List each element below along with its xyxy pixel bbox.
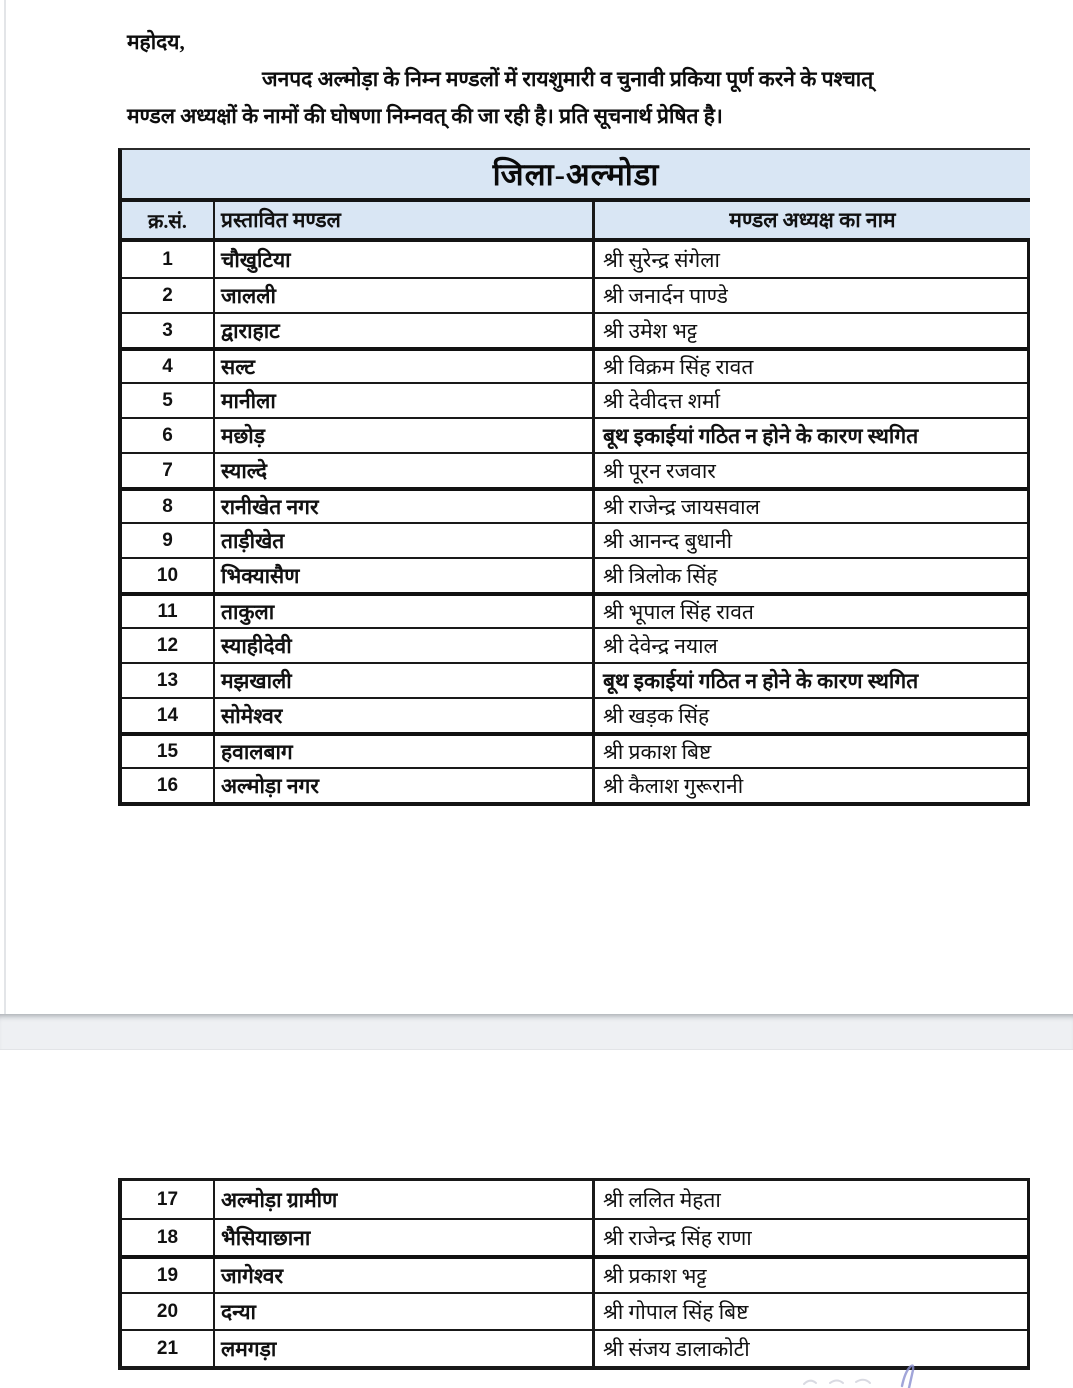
serial-number-cell: 6 [122, 419, 215, 452]
mandal-name-cell: मझखाली [215, 664, 595, 697]
serial-number-cell: 13 [122, 664, 215, 697]
intro-line-1: जनपद अल्मोड़ा के निम्न मण्डलों में रायशुमारी व चुनावी प्रकिया पूर्ण करने के पश्चात् [262, 67, 874, 91]
table-row [122, 522, 1027, 557]
president-name-cell: श्री त्रिलोक सिंह [603, 563, 718, 588]
table-body-page1 [118, 242, 1030, 806]
header-cell-mandal: प्रस्तावित मण्डल [215, 202, 595, 238]
president-name-cell: श्री ललित मेहता [603, 1187, 721, 1212]
mandal-name-cell: भैसियाछाना [215, 1220, 595, 1255]
table-body-page2 [118, 1181, 1030, 1366]
table-row [122, 1292, 1027, 1329]
mandal-name-cell: सोमेश्वर [215, 699, 595, 732]
header-cell-president: मण्डल अध्यक्ष का नाम [595, 202, 1030, 238]
table-header-row [118, 198, 1030, 242]
serial-number-cell: 8 [122, 491, 215, 522]
mandal-name-cell: दन्या [215, 1294, 595, 1329]
intro-line-2: मण्डल अध्यक्षों के नामों की घोषणा निम्नवत् की जा रही है। प्रति सूचनार्थ प्रेषित है। [127, 104, 723, 128]
serial-number-cell: 11 [122, 596, 215, 627]
serial-number-cell: 18 [122, 1220, 215, 1255]
president-name-cell: श्री प्रकाश बिष्ट [603, 739, 712, 764]
mandal-name-cell: रानीखेत नगर [215, 491, 595, 522]
table-title-row [118, 148, 1030, 198]
table-row [122, 382, 1027, 417]
table-row [122, 627, 1027, 662]
mandal-name-cell: स्याहीदेवी [215, 629, 595, 662]
serial-number-cell: 21 [122, 1331, 215, 1366]
serial-number-cell: 12 [122, 629, 215, 662]
mandal-name-cell: जालली [215, 279, 595, 312]
mandal-name-cell: अल्मोड़ा नगर [215, 769, 595, 802]
mandal-name-cell: अल्मोड़ा ग्रामीण [215, 1181, 595, 1218]
mandal-name-cell: ताकुला [215, 596, 595, 627]
president-name-cell: श्री भूपाल सिंह रावत [603, 599, 754, 624]
table-row [122, 277, 1027, 312]
mandal-name-cell: द्वाराहाट [215, 314, 595, 347]
serial-number-cell: 4 [122, 351, 215, 382]
serial-number-cell: 9 [122, 524, 215, 557]
president-name-cell: श्री सुरेन्द्र संगेला [603, 247, 720, 272]
district-table-page1 [118, 148, 1030, 806]
page-break-separator [0, 1014, 1073, 1050]
table-title: जिला-अल्मोडा [492, 157, 660, 192]
table-row [122, 1218, 1027, 1255]
mandal-name-cell: हवालबाग [215, 736, 595, 767]
intro-paragraph [127, 24, 947, 135]
table-row [122, 592, 1027, 627]
table-row [122, 1181, 1027, 1218]
serial-number-cell: 20 [122, 1294, 215, 1329]
table-row [122, 732, 1027, 767]
district-table-page2 [118, 1178, 1030, 1370]
table-row [122, 417, 1027, 452]
mandal-name-cell: स्याल्दे [215, 454, 595, 487]
serial-number-cell: 2 [122, 279, 215, 312]
salutation: महोदय, [127, 30, 185, 54]
president-name-cell: श्री देवीदत्त शर्मा [603, 388, 721, 413]
president-name-cell: श्री गोपाल सिंह बिष्ट [603, 1299, 749, 1324]
table-row [122, 1255, 1027, 1292]
page-edge-line [4, 0, 6, 1014]
postponed-note-cell: बूथ इकाईयां गठित न होने के कारण स्थगित [603, 668, 919, 693]
president-name-cell: श्री देवेन्द्र नयाल [603, 633, 718, 658]
serial-number-cell: 15 [122, 736, 215, 767]
mandal-name-cell: मछोड़ [215, 419, 595, 452]
serial-number-cell: 17 [122, 1181, 215, 1218]
president-name-cell: श्री प्रकाश भट्ट [603, 1263, 707, 1288]
mandal-name-cell: जागेश्वर [215, 1259, 595, 1292]
mandal-name-cell: लमगड़ा [215, 1331, 595, 1366]
table-row [122, 242, 1027, 277]
mandal-name-cell: भिक्यासैण [215, 559, 595, 592]
president-name-cell: श्री जनार्दन पाण्डे [603, 283, 728, 308]
president-name-cell: श्री कैलाश गुरूरानी [603, 773, 744, 798]
table-row [122, 767, 1027, 802]
president-name-cell: श्री आनन्द बुधानी [603, 528, 733, 553]
serial-number-cell: 19 [122, 1259, 215, 1292]
president-name-cell: श्री उमेश भट्ट [603, 318, 698, 343]
serial-number-cell: 3 [122, 314, 215, 347]
president-name-cell: श्री खड़क सिंह [603, 703, 710, 728]
signature-mark [790, 1360, 960, 1388]
president-name-cell: श्री संजय डालाकोटी [603, 1336, 750, 1361]
table-row [122, 487, 1027, 522]
president-name-cell: श्री विक्रम सिंह रावत [603, 354, 754, 379]
president-name-cell: श्री पूरन रजवार [603, 458, 716, 483]
president-name-cell: श्री राजेन्द्र जायसवाल [603, 494, 760, 519]
table-row [122, 452, 1027, 487]
serial-number-cell: 14 [122, 699, 215, 732]
postponed-note-cell: बूथ इकाईयां गठित न होने के कारण स्थगित [603, 423, 919, 448]
table-row [122, 557, 1027, 592]
mandal-name-cell: ताड़ीखेत [215, 524, 595, 557]
header-cell-serial: क्र.सं. [122, 202, 215, 238]
table-row [122, 347, 1027, 382]
table-row [122, 312, 1027, 347]
mandal-name-cell: सल्ट [215, 351, 595, 382]
mandal-name-cell: चौखुटिया [215, 242, 595, 277]
serial-number-cell: 5 [122, 384, 215, 417]
serial-number-cell: 1 [122, 242, 215, 277]
serial-number-cell: 10 [122, 559, 215, 592]
mandal-name-cell: मानीला [215, 384, 595, 417]
table-row [122, 697, 1027, 732]
president-name-cell: श्री राजेन्द्र सिंह राणा [603, 1225, 752, 1250]
table-row [122, 662, 1027, 697]
serial-number-cell: 7 [122, 454, 215, 487]
serial-number-cell: 16 [122, 769, 215, 802]
